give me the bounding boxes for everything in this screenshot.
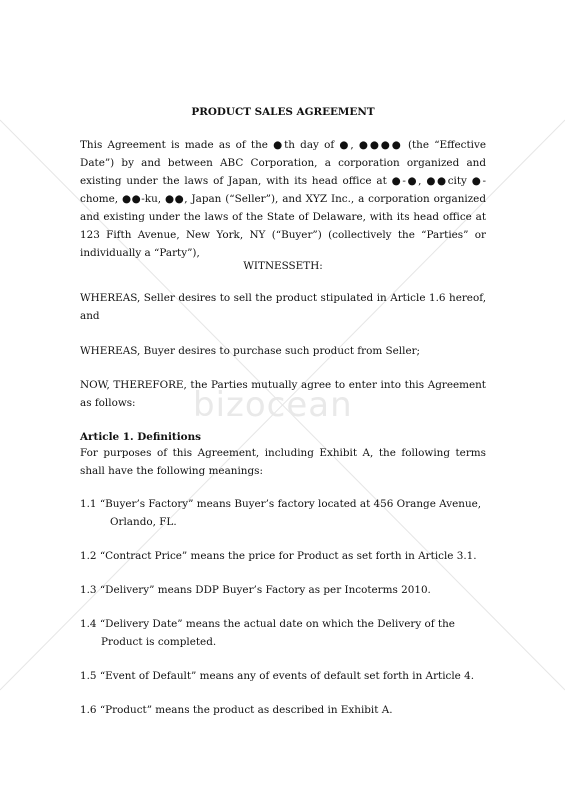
now-therefore-paragraph: NOW, THEREFORE, the Parties mutually agree to enter into this Agreement as follows: [80, 379, 486, 409]
definition-1-2: 1.2 “Contract Price” means the price for Product as set forth in Article 3.1. [80, 550, 477, 562]
definition-1-6: 1.6 “Product” means the product as described in Exhibit A. [80, 704, 393, 716]
document-title: PRODUCT SALES AGREEMENT [191, 106, 375, 118]
definition-1-5: 1.5 “Event of Default” means any of events of default set forth in Article 4. [80, 670, 475, 682]
article-1-heading: Article 1. Definitions [80, 431, 202, 443]
witnesseth-heading: WITNESSETH: [243, 260, 323, 272]
whereas-buyer-paragraph: WHEREAS, Buyer desires to purchase such product from Seller; [80, 345, 421, 357]
definition-1-4: 1.4 “Delivery Date” means the actual date on which the Delivery of the Product is completed. [80, 618, 455, 648]
whereas-seller-paragraph: WHEREAS, Seller desires to sell the product stipulated in Article 1.6 hereof, and [80, 292, 486, 322]
definition-1-3: 1.3 “Delivery” means DDP Buyer’s Factory as per Incoterms 2010. [80, 584, 431, 596]
definition-1-1: 1.1 “Buyer’s Factory” means Buyer’s factory located at 456 Orange Avenue, Orlando, FL. [80, 498, 482, 528]
intro-paragraph: This Agreement is made as of the ●th day of ●, ●●●● (the “Effective Date”) by and between ABC Corporation, a corporation organized and existing under the laws of Japan, with its head office at ●-●, ●●city ●-chome, ●●-ku, ●●, Japan (“Seller”), and XYZ Inc., a corporation organized and existing under the laws of the State of Delaware, with its head office at 123 Fifth Avenue, New York, NY (“Buyer”) (collectively the “Parties” or individually a “Party”), [80, 139, 486, 259]
watermark-logo: bizocean [193, 385, 353, 425]
article-1-intro: For purposes of this Agreement, including Exhibit A, the following terms shall have the following meanings: [80, 447, 486, 477]
